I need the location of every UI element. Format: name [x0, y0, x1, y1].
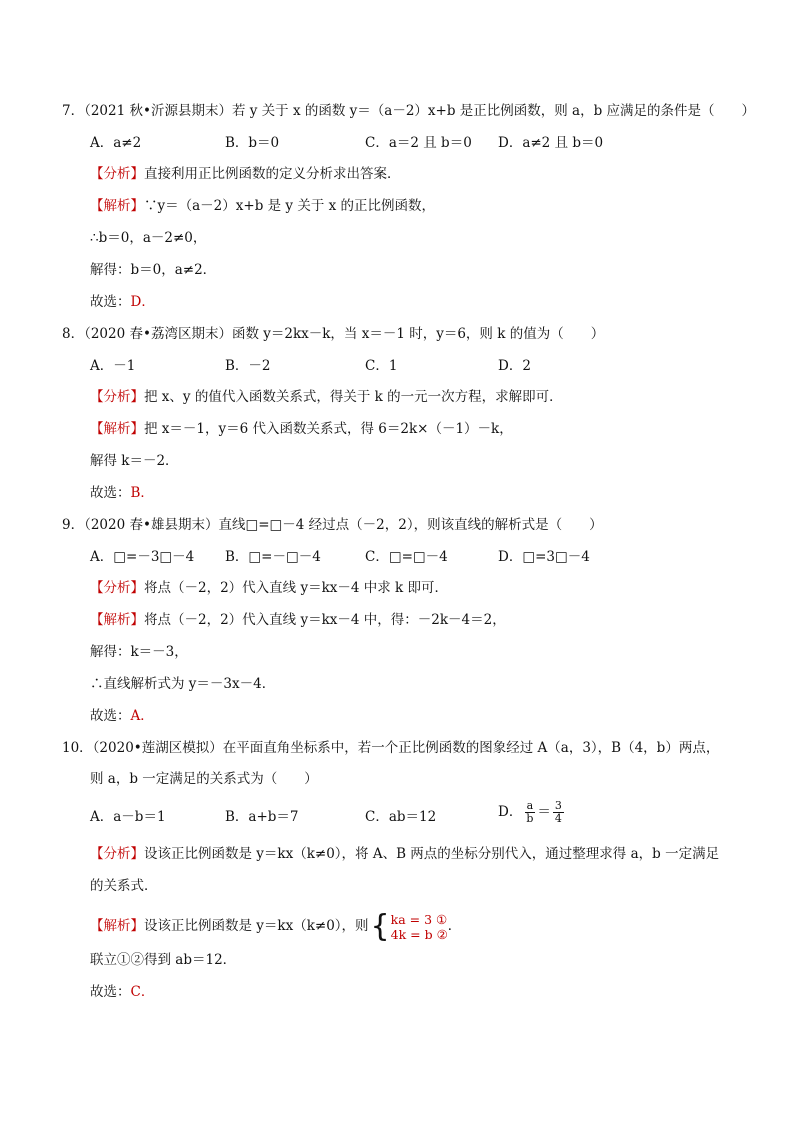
q8-answer	[90, 484, 154, 504]
q9-option-c: C．□=□－4	[365, 549, 448, 565]
fraction-numerator: a	[526, 799, 534, 812]
q8-answer-value: B．	[130, 485, 154, 501]
q9-solution-line3: ∴直线解析式为 y＝－3x－4．	[90, 676, 276, 692]
q7-answer	[90, 293, 155, 313]
q9-answer	[90, 707, 154, 727]
q8-option-b: B．－2	[225, 358, 271, 374]
equation-system-end: ．	[447, 918, 462, 934]
analysis-tag: 【分析】	[90, 580, 144, 596]
solution-tag: 【解析】	[90, 612, 144, 628]
answer-prefix: 故选：	[90, 984, 131, 1000]
answer-prefix: 故选：	[90, 708, 131, 724]
q7-solution	[90, 197, 435, 217]
q10-option-d-prefix: D．	[498, 804, 523, 820]
analysis-tag: 【分析】	[90, 389, 144, 405]
q9-solution	[90, 611, 506, 631]
q9-analysis	[90, 579, 448, 599]
q10-option-c: C．ab＝12	[365, 809, 437, 825]
analysis-tag: 【分析】	[90, 166, 144, 182]
equation-row-1: ka = 3 ①	[390, 911, 448, 927]
q10-solution-line2: 联立①②得到 ab＝12．	[90, 952, 237, 968]
q9-solution-text: 将点（－2，2）代入直线 y＝kx－4 中，得：－2k－4＝2，	[144, 612, 506, 628]
q10-solution-text: 设该正比例函数是 y＝kx（k≠0），则	[144, 918, 369, 934]
q7-option-c: C．a＝2 且 b＝0	[365, 135, 472, 151]
q7-option-b: B．b＝0	[225, 135, 280, 151]
q8-option-c: C．1	[365, 358, 398, 374]
brace-icon: {	[370, 908, 390, 944]
solution-tag: 【解析】	[90, 198, 144, 214]
q8-solution-text: 把 x＝－1，y＝6 代入函数关系式，得 6＝2k×（－1）－k，	[144, 421, 513, 437]
q10-option-d-lhs-fraction	[524, 800, 535, 825]
equation-row-2: 4k = b ②	[390, 926, 448, 942]
q8-solution	[90, 420, 513, 440]
q8-option-a: A．－1	[90, 358, 136, 374]
q8-solution-line2: 解得 k＝－2．	[90, 453, 179, 469]
q7-analysis-text: 直接利用正比例函数的定义分析求出答案．	[144, 166, 401, 182]
q10-option-b: B．a+b＝7	[225, 809, 299, 825]
q9-option-a: A．□=－3□－4	[90, 549, 195, 565]
answer-prefix: 故选：	[90, 294, 131, 310]
q9-option-d: D．□=3□－4	[498, 549, 590, 565]
analysis-tag: 【分析】	[90, 846, 144, 862]
q9-solution-line2: 解得：k＝－3，	[90, 644, 188, 660]
fraction-denominator: b	[526, 812, 534, 825]
q10-answer-value: C．	[130, 984, 155, 1000]
q7-analysis	[90, 165, 401, 185]
q9-answer-value: A．	[130, 708, 154, 724]
q7-solution-text: ∵y＝（a－2）x+b 是 y 关于 x 的正比例函数，	[144, 198, 436, 214]
q9-option-b: B．□=－□－4	[225, 549, 321, 565]
fraction-denominator: 4	[554, 812, 562, 825]
q8-stem: 8．（2020 春•荔湾区期末）函数 y＝2kx－k，当 x＝－1 时，y＝6，则 k 的值为（ ）	[62, 326, 605, 342]
q9-stem: 9．（2020 春•雄县期末）直线□=□－4 经过点（－2，2），则该直线的解析式是（ ）	[62, 517, 603, 533]
fraction-numerator: 3	[554, 799, 562, 812]
q10-stem: 10．（2020•莲湖区模拟）在平面直角坐标系中，若一个正比例函数的图象经过 A（a，3），B（4，b）两点，	[62, 740, 720, 756]
equation-system	[370, 908, 448, 944]
solution-tag: 【解析】	[90, 421, 144, 437]
q7-solution-line3: 解得：b＝0，a≠2．	[90, 262, 217, 278]
q10-option-d-equals: ＝	[537, 804, 551, 820]
q8-options	[90, 357, 710, 377]
q7-solution-line2: ∴b＝0，a－2≠0，	[90, 230, 207, 246]
q10-analysis-line2: 的关系式．	[90, 878, 158, 894]
answer-prefix: 故选：	[90, 485, 131, 501]
q10-option-d	[498, 800, 566, 825]
q8-analysis	[90, 388, 563, 408]
q9-analysis-text: 将点（－2，2）代入直线 y＝kx－4 中求 k 即可．	[144, 580, 449, 596]
q7-options	[90, 134, 710, 154]
q10-answer	[90, 983, 154, 1003]
q7-option-d: D．a≠2 且 b＝0	[498, 135, 604, 151]
q10-analysis	[90, 845, 719, 865]
q10-options	[90, 799, 710, 828]
q10-stem-line2: 则 a，b 一定满足的关系式为（ ）	[90, 771, 318, 787]
q7-answer-value: D．	[130, 294, 155, 310]
solution-tag: 【解析】	[90, 918, 144, 934]
q10-option-a: A．a－b＝1	[90, 809, 166, 825]
q7-stem: 7．（2021 秋•沂源县期末）若 y 关于 x 的函数 y＝（a－2）x+b 是正比例函数，则 a，b 应满足的条件是（ ）	[62, 103, 756, 119]
q10-solution	[90, 910, 461, 942]
q7-option-a: A．a≠2	[90, 135, 142, 151]
q10-option-d-rhs-fraction	[553, 800, 564, 825]
q8-option-d: D．2	[498, 358, 531, 374]
q9-options	[90, 548, 710, 568]
q8-analysis-text: 把 x、y 的值代入函数关系式，得关于 k 的一元一次方程，求解即可．	[144, 389, 563, 405]
q10-analysis-text: 设该正比例函数是 y＝kx（k≠0），将 A、B 两点的坐标分别代入，通过整理求得 a，b 一定满足	[144, 846, 720, 862]
